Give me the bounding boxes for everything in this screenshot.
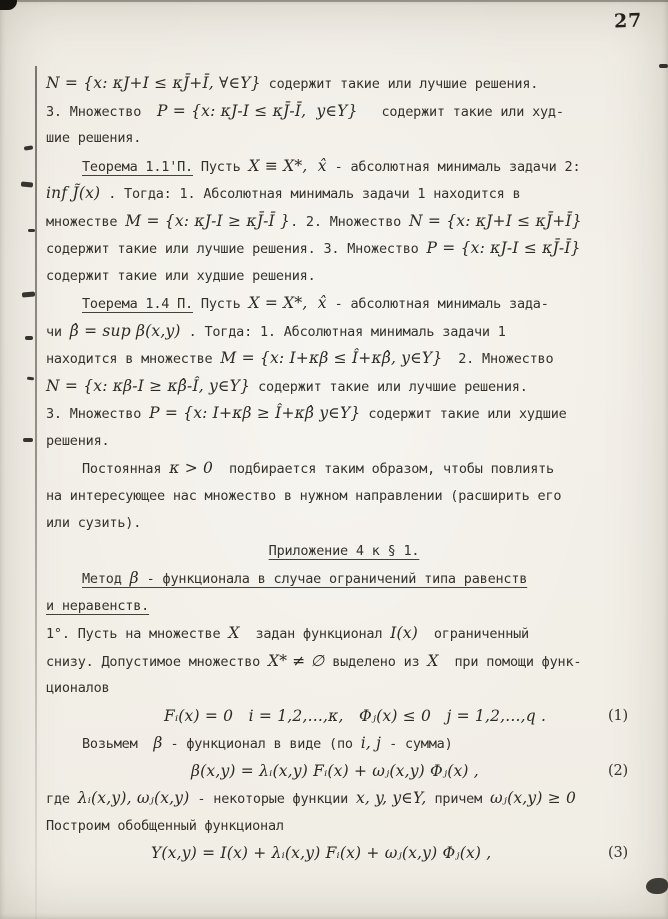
text-run: Постоянная [82,461,170,477]
text-run: решения. [46,432,110,449]
formula: P = {x: κJ-I ≤ κJ̄-Ī} [426,239,581,257]
line-3 [46,125,642,153]
line-14 [46,428,642,456]
text-run: содержит такие или лучшие решения. [250,378,528,395]
text-run: Пусть [193,158,249,175]
text-run: и неравенств. [46,597,150,614]
line-19 [46,565,642,593]
equation-number: (3) [608,845,628,861]
line-20 [46,593,642,621]
formula: X ≡ X*, x̂ [248,156,327,175]
text-run: Приложение 4 к § 1. [268,542,420,559]
formula: x, y, y∈Y, [355,789,427,807]
scan-mark [22,291,35,297]
formula: ωⱼ(x,y) ≥ 0 [489,789,577,807]
equation-number: (2) [608,762,628,779]
text-run: на интересующее нас множество в нужном направлении (расширить его [46,487,562,504]
line-27 [46,785,642,813]
formula: X [228,624,240,642]
text-run: Метод [82,571,130,587]
line-22 [46,648,642,676]
formula: X [427,651,439,670]
text-run: при помощи функ- [438,653,582,670]
text-run: 2. Множество [442,351,554,367]
text-run: выделено из [324,653,428,670]
text-run: причем [426,791,490,807]
line-1 [46,70,642,98]
text-run: . Тогда: 1. Абсолютная минималь задачи 1 [180,323,506,340]
line-15 [46,455,642,483]
text-run: 3. Множество [46,103,157,120]
line-6 [46,208,642,236]
formula: Y(x,y) = I(x) + λᵢ(x,y) Fᵢ(x) + ωⱼ(x,y) Φⱼ(x) , [151,844,492,862]
formula: β [129,569,139,587]
text-run: или сузить). [46,515,142,531]
scan-mark [659,64,668,68]
formula: inf J̃(x) [46,184,101,202]
line-11 [46,345,642,373]
formula: N = {x: κJ+I ≤ κJ̄+Ī} [408,211,582,230]
line-9 [46,290,642,318]
line-16 [46,483,642,511]
text-run: - функционал в виде (по [162,736,361,752]
text-run: - некоторые функции [189,791,356,807]
line-18 [46,538,642,566]
text-run: 1°. Пусть на множестве [46,626,229,642]
formula: X* ≠ ∅ [267,651,325,670]
formula: β [153,734,163,752]
formula: β̂ = sup β(x,y) [69,321,181,340]
line-24 [46,703,642,731]
scan-mark [27,377,34,381]
formula: P = {x: I+κβ ≥ Î+κβ̂ y∈Y} [149,404,361,422]
text-run: Теорема 1.1'П. [82,158,193,175]
fold-line [35,66,37,919]
text-run: Построим обобщенный функционал [46,817,284,834]
line-17 [46,510,642,538]
text-run: содержит такие или худ- [357,103,564,120]
line-12 [46,373,642,401]
scan-mark [28,229,35,232]
line-5 [46,180,642,208]
text-run: . Тогда: 1. Абсолютная минималь задачи 1 находится в [100,186,521,202]
text-run: - функционала в случае ограничений типа равенств [138,571,528,587]
formula: λᵢ(x,y), ωⱼ(x,y) [77,789,190,807]
text-run: шие решения. [46,130,142,146]
scan-mark [24,145,33,150]
text-run: Пусть [193,296,249,312]
line-8 [46,263,642,291]
text-run: задан функционал [239,626,391,642]
text-run: 3. Множество [46,406,150,422]
line-26 [46,758,642,786]
line-4 [46,153,642,181]
line-23 [46,675,642,703]
page-number: 27 [613,9,643,33]
text-run: содержит такие или лучшие решения. [260,76,539,92]
line-25 [46,730,642,758]
line-13 [46,400,642,428]
formula: N = {x: κβ-I ≥ κβ̂-Î, y∈Y} [46,376,251,395]
line-7 [46,235,642,263]
text-block [46,70,642,868]
text-run: чи [46,323,70,340]
text-run: содержит такие или лучшие решения. 3. Множество [46,241,427,257]
text-run: где [46,791,78,807]
line-29 [46,840,642,868]
formula: Fᵢ(x) = 0 i = 1,2,...,κ, Φⱼ(x) ≤ 0 j = 1,2,...,q . [164,706,547,725]
text-run: . 2. Множество [290,213,409,230]
formula: I(x) [390,624,418,642]
text-run: ционалов [46,680,110,696]
text-run: - абсолютная минималь задачи 2: [326,158,581,175]
equation-number: (1) [608,707,628,724]
text-run: подбирается таким образом, чтобы повлиять [213,461,554,477]
text-run: находится в множестве [46,351,221,367]
formula: P = {x: κJ-I ≤ κJ̄-Ī, y∈Y} [157,101,358,120]
line-10 [46,318,642,346]
formula: κ > 0 [169,459,214,477]
text-run: содержит такие или худшие решения. [46,267,316,284]
formula: β(x,y) = λᵢ(x,y) Fᵢ(x) + ωⱼ(x,y) Φⱼ(x) , [191,761,479,780]
text-run: - абсолютная минималь зада- [326,296,549,312]
text-run: содержит такие или худшие [360,406,567,422]
scan-artifact-top-edge [0,0,668,2]
text-run: Тоерема 1.4 П. [82,296,193,312]
scan-mark [25,336,33,340]
text-run: ограниченный [418,626,529,642]
formula: M = {x: κJ-I ≥ κJ̄-Ī } [125,211,291,230]
text-run: снизу. Допустимое множество [46,653,268,670]
formula: X = X*, x̂ [248,294,327,312]
scan-mark [21,181,33,187]
line-2 [46,98,642,126]
text-run: - сумма) [381,736,453,752]
scan-artifact-corner [0,0,17,10]
formula: N = {x: κJ+I ≤ κJ̄+Ī, ∀∈Y} [46,74,261,92]
formula: M = {x: I+κβ ≤ Î+κβ̂, y∈Y} [220,349,443,367]
line-21 [46,620,642,648]
formula: i, j [360,734,382,752]
text-run: Возьмем [82,736,154,752]
scan-mark [23,438,33,442]
text-run: множестве [46,213,126,230]
scan-artifact-smudge [646,878,668,894]
line-28 [46,813,642,841]
